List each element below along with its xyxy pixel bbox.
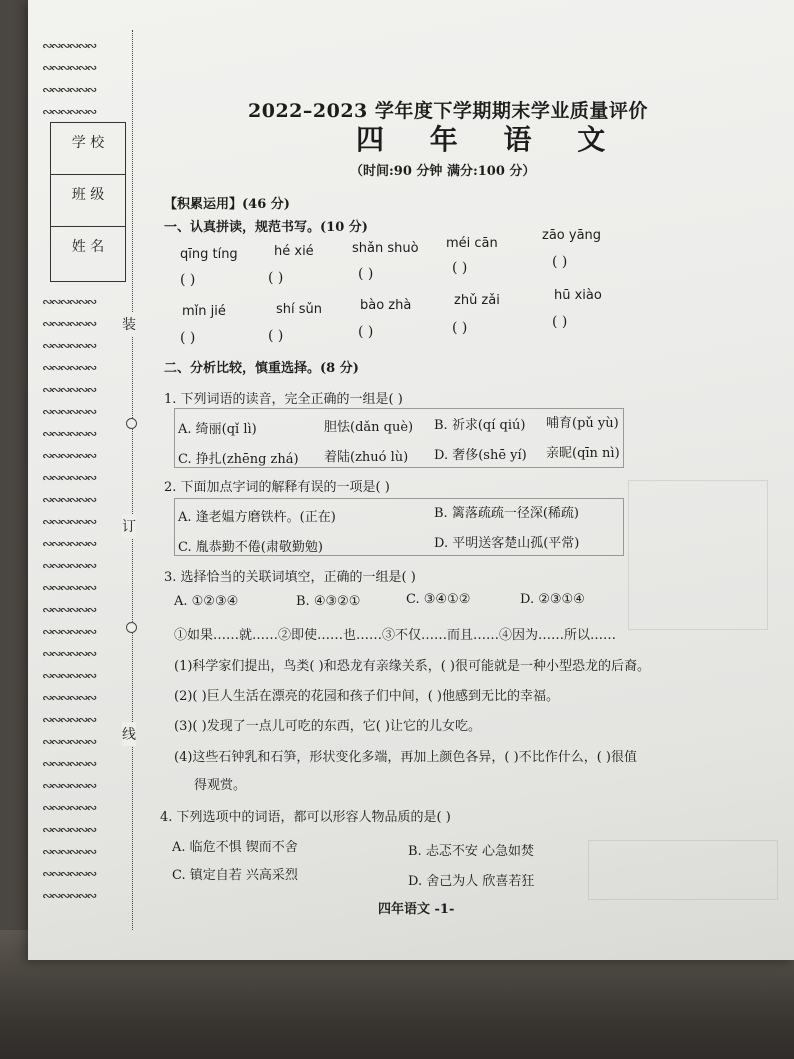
wave-row: ∾∾∾∾∾∾ [42, 801, 96, 816]
exam-sheet [28, 0, 794, 960]
wave-row: ∾∾∾∾∾∾ [42, 105, 96, 120]
question-stem: 1. 下列词语的读音，完全正确的一组是( ) [164, 392, 403, 407]
pinyin: méi cān [446, 236, 498, 251]
show-through-grid [588, 840, 778, 900]
wave-row: ∾∾∾∾∾∾ [42, 383, 96, 398]
option-d-word2: 亲昵(qīn nì) [546, 446, 620, 461]
pinyin: zhǔ zǎi [454, 293, 500, 308]
binding-line [132, 30, 133, 930]
wave-row: ∾∾∾∾∾∾ [42, 691, 96, 706]
pinyin: bào zhà [360, 298, 412, 313]
answer-blank[interactable]: ( ) [358, 324, 374, 340]
option-c[interactable]: C. 挣扎(zhēng zhá) [178, 452, 299, 467]
wave-row: ∾∾∾∾∾∾ [42, 603, 96, 618]
binding-mark-ding: 订 [122, 514, 136, 538]
option-a[interactable]: A. ①②③④ [174, 594, 239, 609]
answer-blank[interactable]: ( ) [452, 260, 468, 276]
wave-row: ∾∾∾∾∾∾ [42, 735, 96, 750]
option-d[interactable]: D. 平明送客楚山孤(平常) [434, 536, 580, 551]
option-c[interactable]: C. ③④①② [406, 592, 471, 607]
pinyin: mǐn jié [182, 304, 226, 319]
binding-hole [126, 418, 137, 429]
wave-row: ∾∾∾∾∾∾ [42, 515, 96, 530]
question-stem: 2. 下面加点字词的解释有误的一项是( ) [164, 480, 390, 495]
option-a[interactable]: A. 逢老媪方磨铁杵。(正在) [178, 510, 336, 525]
wave-row: ∾∾∾∾∾∾ [42, 757, 96, 772]
answer-blank[interactable]: ( ) [268, 270, 284, 286]
wave-row: ∾∾∾∾∾∾ [42, 317, 96, 332]
option-b[interactable]: B. ④③②① [296, 594, 361, 609]
pinyin: hé xié [274, 244, 314, 259]
wave-row: ∾∾∾∾∾∾ [42, 405, 96, 420]
exam-title: 2022–2023 学年度下学期期末学业质量评价 [248, 100, 648, 122]
page-number: 四年语文 -1- [378, 902, 455, 917]
question-stem: 3. 选择恰当的关联词填空，正确的一组是( ) [164, 570, 416, 585]
question-title: 一、认真拼读，规范书写。(10 分) [164, 220, 368, 235]
wave-row: ∾∾∾∾∾∾ [42, 581, 96, 596]
option-b[interactable]: B. 祈求(qí qiú) [434, 418, 526, 433]
wave-row: ∾∾∾∾∾∾ [42, 823, 96, 838]
wave-row: ∾∾∾∾∾∾ [42, 83, 96, 98]
exam-subject: 四 年 语 文 [356, 123, 624, 156]
pinyin: shí sǔn [276, 302, 323, 317]
sentence-item-continued: 得观赏。 [194, 778, 247, 793]
wave-row: ∾∾∾∾∾∾ [42, 779, 96, 794]
conjunction-list: ①如果……就……②即使……也……③不仅……而且……④因为……所以…… [174, 628, 617, 643]
wave-row: ∾∾∾∾∾∾ [42, 625, 96, 640]
wave-row: ∾∾∾∾∾∾ [42, 39, 96, 54]
answer-blank[interactable]: ( ) [452, 320, 468, 336]
sentence-item: (4)这些石钟乳和石笋，形状变化多端，再加上颜色各异，( )不比作什么，( )很值 [174, 750, 637, 765]
section-heading: 【积累运用】(46 分) [164, 197, 290, 212]
name-label: 姓 名 [71, 239, 105, 255]
option-b[interactable]: B. 忐忑不安 心急如焚 [408, 844, 534, 859]
wave-row: ∾∾∾∾∾∾ [42, 647, 96, 662]
binding-mark-xian: 线 [122, 722, 136, 746]
option-a[interactable]: A. 绮丽(qǐ lì) [178, 422, 257, 437]
option-a-word2: 胆怯(dǎn què) [324, 420, 414, 435]
binding-mark-zhuang: 装 [122, 312, 136, 336]
pinyin: qīng tíng [180, 247, 238, 262]
wave-row: ∾∾∾∾∾∾ [42, 361, 96, 376]
wave-row: ∾∾∾∾∾∾ [42, 61, 96, 76]
wave-row: ∾∾∾∾∾∾ [42, 471, 96, 486]
binding-hole [126, 622, 137, 633]
wave-row: ∾∾∾∾∾∾ [42, 537, 96, 552]
option-a[interactable]: A. 临危不惧 锲而不舍 [172, 840, 298, 855]
school-label: 学 校 [51, 123, 125, 175]
wave-row: ∾∾∾∾∾∾ [42, 493, 96, 508]
wave-row: ∾∾∾∾∾∾ [42, 867, 96, 882]
wave-row: ∾∾∾∾∾∾ [42, 295, 96, 310]
option-d[interactable]: D. 舍己为人 欣喜若狂 [408, 874, 535, 889]
wave-row: ∾∾∾∾∾∾ [42, 713, 96, 728]
pinyin: hū xiào [554, 288, 602, 303]
option-b[interactable]: B. 篱落疏疏一径深(稀疏) [434, 506, 579, 521]
question-title: 二、分析比较，慎重选择。(8 分) [164, 361, 359, 376]
option-b-word2: 哺育(pǔ yù) [546, 416, 619, 431]
wave-row: ∾∾∾∾∾∾ [42, 889, 96, 904]
answer-blank[interactable]: ( ) [268, 328, 284, 344]
option-c[interactable]: C. 胤恭勤不倦(肃敬勤勉) [178, 540, 323, 555]
sentence-item: (2)( )巨人生活在漂亮的花园和孩子们中间，( )他感到无比的幸福。 [174, 689, 559, 704]
student-info-box [50, 122, 126, 282]
pinyin: shǎn shuò [352, 241, 419, 256]
sentence-item: (3)( )发现了一点儿可吃的东西，它( )让它的儿女吃。 [174, 719, 481, 734]
answer-blank[interactable]: ( ) [180, 272, 196, 288]
option-d[interactable]: D. ②③①④ [520, 592, 585, 607]
wave-row: ∾∾∾∾∾∾ [42, 559, 96, 574]
answer-blank[interactable]: ( ) [552, 314, 568, 330]
option-c[interactable]: C. 镇定自若 兴高采烈 [172, 868, 298, 883]
wave-row: ∾∾∾∾∾∾ [42, 669, 96, 684]
wave-row: ∾∾∾∾∾∾ [42, 845, 96, 860]
answer-blank[interactable]: ( ) [552, 254, 568, 270]
sentence-item: (1)科学家们提出，鸟类( )和恐龙有亲缘关系，( )很可能就是一种小型恐龙的后裔。 [174, 659, 650, 674]
pinyin: zāo yāng [542, 228, 602, 243]
wave-row: ∾∾∾∾∾∾ [42, 339, 96, 354]
wave-row: ∾∾∾∾∾∾ [42, 449, 96, 464]
answer-blank[interactable]: ( ) [358, 266, 374, 282]
answer-blank[interactable]: ( ) [180, 330, 196, 346]
option-c-word2: 着陆(zhuó lù) [324, 450, 409, 465]
wave-row: ∾∾∾∾∾∾ [42, 427, 96, 442]
question-stem: 4. 下列选项中的词语，都可以形容人物品质的是( ) [160, 810, 451, 825]
show-through-grid [628, 480, 768, 630]
class-label: 班 级 [51, 175, 125, 227]
exam-meta: （时间:90 分钟 满分:100 分） [350, 164, 536, 179]
option-d[interactable]: D. 奢侈(shē yí) [434, 448, 527, 463]
